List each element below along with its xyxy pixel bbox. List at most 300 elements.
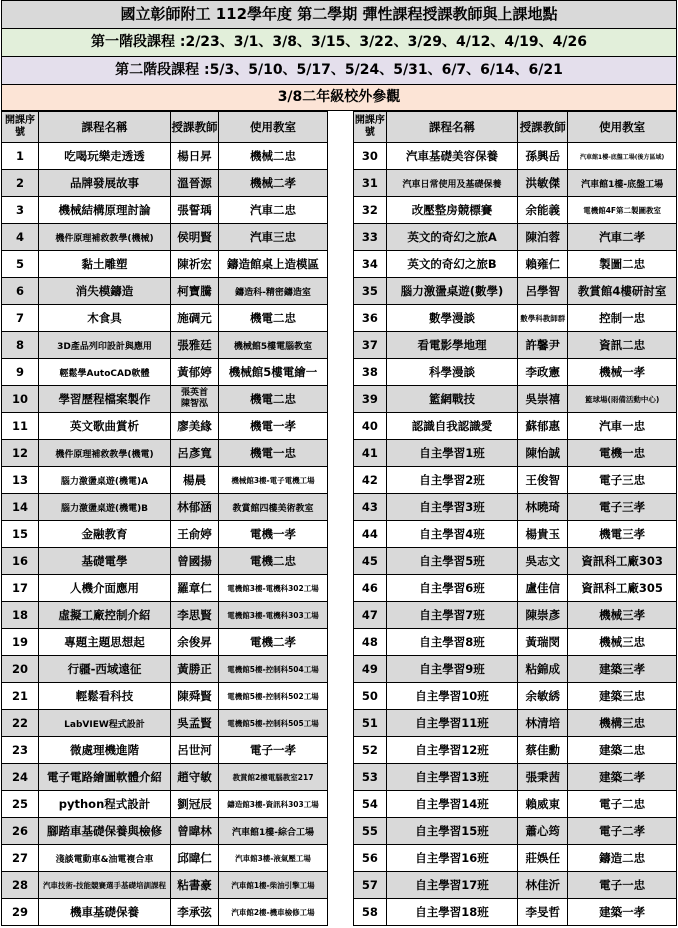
teacher-cell: 羅章仁: [171, 575, 219, 602]
table-row: [354, 440, 677, 467]
classroom-cell: 電機一忠: [568, 440, 677, 467]
teacher-cell: 陳舜賢: [171, 683, 219, 710]
table-row: [2, 683, 328, 710]
classroom-cell: 機械館5樓電繪一: [219, 359, 328, 386]
course-number-cell: 15: [2, 521, 39, 548]
teacher-cell: 洪敏傑: [518, 170, 568, 197]
teacher-cell: 陳泊蓉: [518, 224, 568, 251]
classroom-cell: 汽車館1樓-柴油引擎工場: [219, 872, 328, 899]
table-row: [2, 413, 328, 440]
course-name-cell: 腦力激盪桌遊(機電)B: [39, 494, 171, 521]
course-number-cell: 8: [2, 332, 39, 359]
teacher-cell: 劉冠辰: [171, 791, 219, 818]
classroom-cell: 機械一孝: [568, 359, 677, 386]
table-row: [2, 305, 328, 332]
table-row: [354, 521, 677, 548]
table-row: [354, 548, 677, 575]
course-name-cell: 人機介面應用: [39, 575, 171, 602]
classroom-cell: 電機館3樓-電機科302工場: [219, 575, 328, 602]
course-number-cell: 16: [2, 548, 39, 575]
course-name-cell: 自主學習1班: [386, 440, 518, 467]
teacher-cell: 孫興岳: [518, 143, 568, 170]
course-number-cell: 32: [354, 197, 387, 224]
left-course-table: [1, 111, 328, 926]
table-row: [2, 629, 328, 656]
teacher-cell: 吳崇禧: [518, 386, 568, 413]
right-course-table: [353, 111, 677, 926]
teacher-cell: 許馨尹: [518, 332, 568, 359]
teacher-cell: 侯明賢: [171, 224, 219, 251]
course-name-cell: 消失模鑄造: [39, 278, 171, 305]
course-name-cell: 自主學習3班: [386, 494, 518, 521]
course-number-cell: 19: [2, 629, 39, 656]
course-number-cell: 11: [2, 413, 39, 440]
course-number-cell: 57: [354, 872, 387, 899]
table-row: [354, 332, 677, 359]
course-number-cell: 10: [2, 386, 39, 413]
classroom-cell: 建築三忠: [568, 683, 677, 710]
course-name-cell: 自主學習13班: [386, 764, 518, 791]
teacher-cell: 李思賢: [171, 602, 219, 629]
classroom-cell: 汽車館3樓-液氣壓工場: [219, 845, 328, 872]
course-name-cell: 數學漫談: [386, 305, 518, 332]
table-row: [2, 170, 328, 197]
course-name-cell: 輕鬆學AutoCAD軟體: [39, 359, 171, 386]
course-number-cell: 44: [354, 521, 387, 548]
course-number-cell: 7: [2, 305, 39, 332]
header-teacher: 授課教師: [518, 112, 568, 143]
course-name-cell: 自主學習17班: [386, 872, 518, 899]
table-row: [2, 737, 328, 764]
table-row: [2, 224, 328, 251]
course-name-cell: python程式設計: [39, 791, 171, 818]
table-row: [2, 656, 328, 683]
classroom-cell: 教賞館4樓研討室: [568, 278, 677, 305]
table-row: [2, 197, 328, 224]
course-number-cell: 43: [354, 494, 387, 521]
course-number-cell: 55: [354, 818, 387, 845]
classroom-cell: 汽車館2樓-機車檢修工場: [219, 899, 328, 926]
classroom-cell: 鑄造館桌上造模區: [219, 251, 328, 278]
classroom-cell: 汽車館1樓-底盤工場: [568, 170, 677, 197]
table-row: [354, 494, 677, 521]
course-number-cell: 45: [354, 548, 387, 575]
classroom-cell: 控制一忠: [568, 305, 677, 332]
teacher-cell: 張英首 陳智泓: [171, 386, 219, 413]
course-name-cell: 汽車基礎美容保養: [386, 143, 518, 170]
right-course-table-wrap: [353, 111, 677, 926]
classroom-cell: 電機二孝: [219, 629, 328, 656]
teacher-cell: 黃勝正: [171, 656, 219, 683]
classroom-cell: 電機館5樓-控制科504工場: [219, 656, 328, 683]
field-trip-note: 3/8二年級校外參觀: [1, 84, 677, 110]
course-name-cell: 木食具: [39, 305, 171, 332]
table-row: [354, 656, 677, 683]
course-number-cell: 54: [354, 791, 387, 818]
course-name-cell: 行疆-西域遠征: [39, 656, 171, 683]
table-row: [2, 386, 328, 413]
course-name-cell: 電子電路繪圖軟體介紹: [39, 764, 171, 791]
table-row: [2, 359, 328, 386]
course-name-cell: 基礎電學: [39, 548, 171, 575]
teacher-cell: 溫晉源: [171, 170, 219, 197]
classroom-cell: 汽車一忠: [568, 413, 677, 440]
teacher-cell: 林清培: [518, 710, 568, 737]
table-row: [354, 305, 677, 332]
table-row: [354, 143, 677, 170]
teacher-cell: 楊晨: [171, 467, 219, 494]
header-course-name: 課程名稱: [39, 112, 171, 143]
table-row: [354, 467, 677, 494]
classroom-cell: 機械館5樓電腦教室: [219, 332, 328, 359]
teacher-cell: 林郁涵: [171, 494, 219, 521]
teacher-cell: 粘錦成: [518, 656, 568, 683]
table-row: [354, 710, 677, 737]
teacher-cell: 蔡佳勳: [518, 737, 568, 764]
course-number-cell: 20: [2, 656, 39, 683]
teacher-cell: 曾暐林: [171, 818, 219, 845]
classroom-cell: 建築二忠: [568, 737, 677, 764]
table-row: [354, 197, 677, 224]
classroom-cell: 製圖二忠: [568, 251, 677, 278]
table-row: [2, 602, 328, 629]
table-row: [354, 683, 677, 710]
course-number-cell: 27: [2, 845, 39, 872]
teacher-cell: 吳志文: [518, 548, 568, 575]
classroom-cell: 鑄造館3樓-資訊科303工場: [219, 791, 328, 818]
table-row: [2, 845, 328, 872]
table-header-row: [2, 112, 328, 143]
teacher-cell: 余能義: [518, 197, 568, 224]
course-name-cell: 汽車技術-技能競賽選手基礎培訓課程: [39, 872, 171, 899]
table-row: [354, 764, 677, 791]
course-name-cell: 自主學習4班: [386, 521, 518, 548]
classroom-cell: 汽車三忠: [219, 224, 328, 251]
teacher-cell: 張雅廷: [171, 332, 219, 359]
classroom-cell: 建築二孝: [568, 764, 677, 791]
classroom-cell: 機電一孝: [219, 413, 328, 440]
course-name-cell: 自主學習2班: [386, 467, 518, 494]
table-row: [354, 899, 677, 926]
stage-two-dates: 第二階段課程 :5/3、5/10、5/17、5/24、5/31、6/7、6/14、6/21: [1, 56, 677, 84]
course-number-cell: 3: [2, 197, 39, 224]
course-number-cell: 12: [2, 440, 39, 467]
teacher-cell: 楊日昇: [171, 143, 219, 170]
classroom-cell: 電子一孝: [219, 737, 328, 764]
teacher-cell: 楊貴玉: [518, 521, 568, 548]
teacher-cell: 數學科教師群: [518, 305, 568, 332]
course-name-cell: 自主學習6班: [386, 575, 518, 602]
teacher-cell: 賴威東: [518, 791, 568, 818]
course-name-cell: 自主學習18班: [386, 899, 518, 926]
course-name-cell: 吃喝玩樂走透透: [39, 143, 171, 170]
teacher-cell: 張秉茜: [518, 764, 568, 791]
classroom-cell: 汽車二忠: [219, 197, 328, 224]
course-number-cell: 14: [2, 494, 39, 521]
course-name-cell: 認識自我認識愛: [386, 413, 518, 440]
course-name-cell: 自主學習5班: [386, 548, 518, 575]
table-row: [354, 872, 677, 899]
teacher-cell: 陳怡誠: [518, 440, 568, 467]
teacher-cell: 趙守敏: [171, 764, 219, 791]
table-row: [354, 575, 677, 602]
teacher-cell: 莊娛任: [518, 845, 568, 872]
teacher-cell: 陳祈宏: [171, 251, 219, 278]
classroom-cell: 機械二忠: [219, 143, 328, 170]
table-row: [2, 710, 328, 737]
course-name-cell: 學習歷程檔案製作: [39, 386, 171, 413]
classroom-cell: 機電二忠: [219, 305, 328, 332]
course-name-cell: 微處理機進階: [39, 737, 171, 764]
classroom-cell: 電機館4F第二製圖教室: [568, 197, 677, 224]
course-name-cell: 英文的奇幻之旅B: [386, 251, 518, 278]
teacher-cell: 黃郁婷: [171, 359, 219, 386]
course-number-cell: 1: [2, 143, 39, 170]
course-number-cell: 58: [354, 899, 387, 926]
teacher-cell: 賴雍仁: [518, 251, 568, 278]
teacher-cell: 盧佳信: [518, 575, 568, 602]
teacher-cell: 粘書豪: [171, 872, 219, 899]
teacher-cell: 施碉元: [171, 305, 219, 332]
course-name-cell: 淺談電動車&油電複合車: [39, 845, 171, 872]
classroom-cell: 機電一忠: [219, 440, 328, 467]
classroom-cell: 汽車館1樓-綜合工場: [219, 818, 328, 845]
course-name-cell: 腳踏車基礎保養與檢修: [39, 818, 171, 845]
course-number-cell: 28: [2, 872, 39, 899]
course-number-cell: 40: [354, 413, 387, 440]
course-name-cell: 輕鬆看科技: [39, 683, 171, 710]
course-number-cell: 51: [354, 710, 387, 737]
table-row: [354, 629, 677, 656]
course-name-cell: 自主學習10班: [386, 683, 518, 710]
left-course-table-wrap: [1, 111, 328, 926]
classroom-cell: 電子三忠: [568, 467, 677, 494]
teacher-cell: 吳孟賢: [171, 710, 219, 737]
classroom-cell: 資訊科工廠305: [568, 575, 677, 602]
course-name-cell: 機件原理補救教學(機電): [39, 440, 171, 467]
header-classroom: 使用教室: [219, 112, 328, 143]
course-number-cell: 42: [354, 467, 387, 494]
course-name-cell: 籃網戰技: [386, 386, 518, 413]
classroom-cell: 電機二忠: [219, 548, 328, 575]
classroom-cell: 電機一孝: [219, 521, 328, 548]
left-table-body: [2, 143, 328, 926]
teacher-cell: 李承弦: [171, 899, 219, 926]
classroom-cell: 鑄造二忠: [568, 845, 677, 872]
teacher-cell: 王俞婷: [171, 521, 219, 548]
course-number-cell: 25: [2, 791, 39, 818]
teacher-cell: 李旻哲: [518, 899, 568, 926]
table-row: [354, 791, 677, 818]
table-row: [354, 170, 677, 197]
course-number-cell: 2: [2, 170, 39, 197]
classroom-cell: 機械二孝: [219, 170, 328, 197]
table-row: [354, 359, 677, 386]
table-row: [354, 737, 677, 764]
table-row: [2, 278, 328, 305]
header-course-name: 課程名稱: [386, 112, 518, 143]
course-number-cell: 17: [2, 575, 39, 602]
teacher-cell: 林佳沂: [518, 872, 568, 899]
course-name-cell: 改壓整房競標賽: [386, 197, 518, 224]
teacher-cell: 陳崇彥: [518, 602, 568, 629]
right-table-body: [354, 143, 677, 926]
course-number-cell: 22: [2, 710, 39, 737]
teacher-cell: 邱暐仁: [171, 845, 219, 872]
course-number-cell: 52: [354, 737, 387, 764]
classroom-cell: 鑄造科-精密鑄造室: [219, 278, 328, 305]
course-number-cell: 47: [354, 602, 387, 629]
classroom-cell: 機械館3樓-電子電機工場: [219, 467, 328, 494]
course-number-cell: 29: [2, 899, 39, 926]
classroom-cell: 建築三孝: [568, 656, 677, 683]
course-name-cell: 自主學習9班: [386, 656, 518, 683]
course-name-cell: 自主學習15班: [386, 818, 518, 845]
table-row: [2, 143, 328, 170]
course-number-cell: 21: [2, 683, 39, 710]
course-number-cell: 26: [2, 818, 39, 845]
teacher-cell: 黃瑞閔: [518, 629, 568, 656]
teacher-cell: 余俊昇: [171, 629, 219, 656]
classroom-cell: 機構三忠: [568, 710, 677, 737]
teacher-cell: 呂學智: [518, 278, 568, 305]
classroom-cell: 電機館5樓-控制科502工場: [219, 683, 328, 710]
teacher-cell: 柯寶騰: [171, 278, 219, 305]
page-title: 國立彰師附工 112學年度 第二學期 彈性課程授課教師與上課地點: [1, 0, 677, 28]
table-row: [2, 548, 328, 575]
course-tables: [1, 110, 677, 927]
classroom-cell: 電機館5樓-控制科505工場: [219, 710, 328, 737]
classroom-cell: 建築一孝: [568, 899, 677, 926]
course-number-cell: 31: [354, 170, 387, 197]
classroom-cell: 機械三忠: [568, 629, 677, 656]
course-number-cell: 36: [354, 305, 387, 332]
header-classroom: 使用教室: [568, 112, 677, 143]
course-name-cell: 機車基礎保養: [39, 899, 171, 926]
course-number-cell: 4: [2, 224, 39, 251]
table-row: [354, 602, 677, 629]
table-row: [2, 440, 328, 467]
course-number-cell: 48: [354, 629, 387, 656]
course-number-cell: 46: [354, 575, 387, 602]
course-name-cell: LabVIEW程式設計: [39, 710, 171, 737]
table-row: [2, 818, 328, 845]
course-name-cell: 自主學習14班: [386, 791, 518, 818]
course-number-cell: 41: [354, 440, 387, 467]
teacher-cell: 林曉琦: [518, 494, 568, 521]
course-number-cell: 24: [2, 764, 39, 791]
classroom-cell: 教賞館2樓電腦教室217: [219, 764, 328, 791]
course-name-cell: 黏土雕塑: [39, 251, 171, 278]
table-row: [2, 764, 328, 791]
table-row: [2, 791, 328, 818]
table-row: [354, 845, 677, 872]
table-row: [2, 494, 328, 521]
teacher-cell: 呂彥寬: [171, 440, 219, 467]
teacher-cell: 曾國揚: [171, 548, 219, 575]
teacher-cell: 王俊智: [518, 467, 568, 494]
table-row: [2, 251, 328, 278]
classroom-cell: 機電三孝: [568, 521, 677, 548]
teacher-cell: 李政憲: [518, 359, 568, 386]
course-number-cell: 33: [354, 224, 387, 251]
course-name-cell: 腦力激盪桌遊(機電)A: [39, 467, 171, 494]
classroom-cell: 資訊科工廠303: [568, 548, 677, 575]
course-name-cell: 自主學習12班: [386, 737, 518, 764]
course-name-cell: 機件原理補救教學(機械): [39, 224, 171, 251]
table-row: [2, 575, 328, 602]
course-name-cell: 科學漫談: [386, 359, 518, 386]
classroom-cell: 機械三孝: [568, 602, 677, 629]
course-number-cell: 13: [2, 467, 39, 494]
table-row: [2, 872, 328, 899]
teacher-cell: 廖美緣: [171, 413, 219, 440]
course-name-cell: 品牌發展故事: [39, 170, 171, 197]
course-number-cell: 18: [2, 602, 39, 629]
course-name-cell: 自主學習16班: [386, 845, 518, 872]
classroom-cell: 電子一忠: [568, 872, 677, 899]
course-name-cell: 腦力激盪桌遊(數學): [386, 278, 518, 305]
teacher-cell: 呂世河: [171, 737, 219, 764]
classroom-cell: 電子三孝: [568, 494, 677, 521]
course-number-cell: 39: [354, 386, 387, 413]
header-course-number: 開課序號: [354, 112, 387, 143]
table-row: [2, 521, 328, 548]
table-row: [354, 251, 677, 278]
table-row: [2, 467, 328, 494]
course-number-cell: 49: [354, 656, 387, 683]
table-header-row: [354, 112, 677, 143]
table-row: [354, 818, 677, 845]
table-row: [354, 224, 677, 251]
classroom-cell: 籃球場(雨備活動中心): [568, 386, 677, 413]
course-name-cell: 專題主題思想起: [39, 629, 171, 656]
classroom-cell: 教賞館四樓美術教室: [219, 494, 328, 521]
course-name-cell: 自主學習11班: [386, 710, 518, 737]
course-name-cell: 自主學習7班: [386, 602, 518, 629]
table-row: [2, 899, 328, 926]
table-row: [2, 332, 328, 359]
course-name-cell: 3D產品列印設計與應用: [39, 332, 171, 359]
header-teacher: 授課教師: [171, 112, 219, 143]
classroom-cell: 機電二忠: [219, 386, 328, 413]
teacher-cell: 余敏綉: [518, 683, 568, 710]
classroom-cell: 汽車二孝: [568, 224, 677, 251]
teacher-cell: 蘇郁惠: [518, 413, 568, 440]
course-name-cell: 看電影學地理: [386, 332, 518, 359]
course-number-cell: 56: [354, 845, 387, 872]
classroom-cell: 汽車館1樓-底盤工場(後方區域): [568, 143, 677, 170]
classroom-cell: 電機館3樓-電機科303工場: [219, 602, 328, 629]
stage-one-dates: 第一階段課程 :2/23、3/1、3/8、3/15、3/22、3/29、4/12、4/19、4/26: [1, 28, 677, 56]
course-name-cell: 機械結構原理討論: [39, 197, 171, 224]
table-row: [354, 386, 677, 413]
course-name-cell: 虛擬工廠控制介紹: [39, 602, 171, 629]
header-course-number: 開課序號: [2, 112, 39, 143]
course-number-cell: 34: [354, 251, 387, 278]
classroom-cell: 電子二孝: [568, 818, 677, 845]
course-name-cell: 英文的奇幻之旅A: [386, 224, 518, 251]
course-number-cell: 38: [354, 359, 387, 386]
teacher-cell: 蕭心筠: [518, 818, 568, 845]
classroom-cell: 電子二忠: [568, 791, 677, 818]
course-number-cell: 9: [2, 359, 39, 386]
course-schedule-page: [1, 0, 677, 926]
course-name-cell: 自主學習8班: [386, 629, 518, 656]
table-row: [354, 413, 677, 440]
course-name-cell: 金融教育: [39, 521, 171, 548]
classroom-cell: 資訊二忠: [568, 332, 677, 359]
